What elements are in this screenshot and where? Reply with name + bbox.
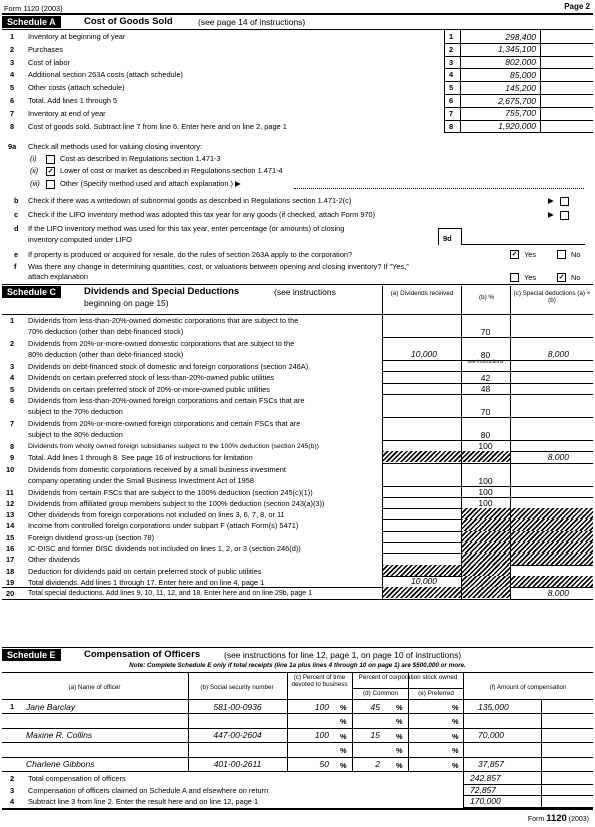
line-1-box: 1 [449,32,454,41]
officer-row-4-pct-1: % [340,746,347,756]
line-9d-num: d [14,224,19,233]
sched-c-line-16-num: 16 [6,544,15,553]
schedule-a-title: Cost of Goods Sold [84,16,173,27]
officer-row-1-pct-3: % [452,703,459,712]
line-6-num: 6 [10,96,15,105]
sched-c-line-14-num: 14 [6,521,15,531]
sched-c-line-8-col-b: 100 [478,441,493,452]
schedule-e-col-d: (d) Common [363,690,398,697]
schedule-a-box-divider [460,30,461,132]
line-9c-arrow: ▶ [548,210,554,219]
schedule-e-col-divider-3 [352,672,353,771]
schedule-e-line-1-num: 1 [10,702,15,711]
line-7-text: Inventory at end of year [28,108,106,118]
officer-row-5-common[interactable]: 2 [375,759,380,770]
officer-row-5-pct-1: % [340,760,347,770]
sched-c-line-4-col-b: 42 [480,372,491,383]
officer-row-2-pct-2: % [396,717,403,727]
line-9e-num: e [14,250,19,259]
line-9f-no-checkbox[interactable]: ✓ [558,274,565,281]
sched-c-line-20-rule [2,599,593,600]
sched-c-line-5-rule [382,394,593,395]
sched-c-line-4-num: 4 [10,373,15,383]
schedule-e-line-2-num: 2 [10,774,15,783]
line-9a-ii-checkbox[interactable]: ✓ [47,168,54,175]
sched-c-line-2-text2: 80% deduction (other than debt-financed stock) [28,350,184,359]
officer-row-3-rule [2,742,593,743]
sched-c-line-1-text1: Dividends from less-than-20%-owned domestic corporations that are subject to the [28,316,299,325]
schedule-e-header-top [2,672,593,673]
sched-c-line-18-text1: Deduction for dividends paid on certain preferred stock of public utilities [28,566,262,576]
sched-c-line-2-num: 2 [10,339,15,348]
line-9a-i-label: (i) [30,154,37,163]
line-4-num: 4 [10,70,15,80]
sched-c-line-6-col-b: 70 [480,406,491,417]
officer-row-3-pct-2: % [396,731,403,741]
schedule-e-note: Note: Complete Schedule E only if total receipts (line 1a plus lines 4 through 10 on page 1) are $500,000 or more. [129,662,466,669]
officer-row-3-time[interactable]: 100 [314,730,329,741]
page-label: Page 2 [564,2,590,11]
sched-c-line-17-text1: Other dividends [28,555,80,565]
officer-row-3-pct-1: % [340,731,347,741]
sched-c-line-9-num: 9 [10,453,15,463]
line-9f-no-label: No [571,273,581,282]
sched-c-line-16-shade [461,542,593,554]
officer-row-1-pct-2: % [396,703,403,712]
officer-row-1-pct-1: % [340,703,347,712]
sched-c-line-12-col-b: 100 [478,498,493,509]
sched-c-line-19-shade [461,576,593,587]
line-4-amount[interactable]: 85,000 [510,69,536,80]
line-6-text: Total. Add lines 1 through 5 [28,96,118,105]
footer-form-label [528,813,589,824]
officer-row-5-time[interactable]: 50 [319,759,329,770]
line-9f-yes-checkbox[interactable] [510,273,519,282]
line-9e-no-checkbox[interactable] [557,250,566,259]
sched-c-line-11-col-b: 100 [478,486,493,497]
sched-c-line-2-text1: Dividends from 20%-or-more-owned domestic corporations that are subject to the [28,339,295,348]
line-9d-text2: inventory computed under LIFO [28,235,132,244]
line-2-amount[interactable]: 1,345,100 [498,44,536,55]
schedule-c-col-b-left [461,286,462,599]
sched-c-line-6-text1: Dividends from less-than-20%-owned foreign corporations and certain FSCs that are [28,395,305,405]
schedule-e-col-a: (a) Name of officer [68,684,121,691]
schedule-c-col-b-header: (b) % [478,294,495,301]
line-3-amount[interactable]: 802,000 [505,57,536,68]
sched-c-line-7-col-b: 80 [480,429,491,440]
schedule-e-col-divider-1 [188,672,189,771]
officer-row-1-compensation[interactable]: 135,000 [478,701,509,712]
schedule-e-line-2-text: Total compensation of officers [28,774,126,783]
sched-c-line-19-text1: Total dividends. Add lines 1 through 17. Enter here and on line 4, page 1 [28,577,265,587]
line-8-rule [444,132,593,133]
line-9a-ii-label: (ii) [30,166,39,175]
footer-form-prefix: Form [527,816,545,823]
line-5-text: Other costs (attach schedule) [28,83,125,93]
line-9f-text1: Was there any change in determining quantities, cost, or valuations between opening and closing inventory? If “Yes,” [28,262,409,271]
sched-c-line-15-num: 15 [6,532,15,542]
officer-row-3-compensation[interactable]: 70,000 [478,730,504,741]
schedule-e-line-3-num: 3 [10,785,15,795]
sched-c-line-5-text1: Dividends on certain preferred stock of 20%-or-more-owned public utilities [28,384,270,394]
schedule-e-col-f: (f) Amount of compensation [489,684,567,691]
sched-c-line-13-text1: Other dividends from foreign corporations not included on lines 3, 6, 7, 8, or 11 [28,510,285,520]
schedule-c-col-a-header: (a) Dividends received [390,290,454,297]
line-3-box: 3 [449,57,454,67]
sched-c-line-4-text1: Dividends on certain preferred stock of less-than-20%-owned public utilities [28,373,275,383]
officer-row-2-rule [2,728,593,729]
sched-c-line-9-shade [382,451,510,462]
sched-c-line-17-shade [461,553,593,565]
schedule-a-header [2,16,593,28]
line-9a-num: 9a [8,142,17,151]
line-9a-iii-checkbox[interactable] [46,180,55,189]
line-9d-text1: If the LIFO inventory method was used for this tax year, enter percentage (or amounts) of closing [28,224,345,233]
line-8-amount[interactable]: 1,920,000 [498,121,536,132]
sched-c-line-17-num: 17 [6,555,15,565]
line-9c-checkbox[interactable] [560,211,569,220]
schedule-c-title: Dividends and Special Deductions [84,286,240,297]
line-9a-i-text: Cost as described in Regulations section 1.471-3 [60,154,221,163]
schedule-e-title: Compensation of Officers [84,649,201,660]
officer-row-1-name[interactable]: Jane Barclay [26,701,76,712]
sched-c-line-8-num: 8 [10,441,15,451]
sched-c-line-10-text1: Dividends from domestic corporations received by a small business investment [28,464,286,474]
officer-row-4-pct-2: % [396,746,403,756]
sched-c-line-15-text1: Foreign dividend gross-up (section 78) [28,532,155,542]
officer-row-5-pct-2: % [396,760,403,770]
officer-row-4-rule [2,757,593,758]
line-9e-yes-label: Yes [524,250,537,259]
line-9a-iii-text: Other (Specify method used and attach explanation.) ▶ [60,179,241,188]
line-9e-no-label: No [571,250,581,259]
schedule-e-cents-divider [541,699,542,771]
line-9d-entry[interactable] [461,244,585,245]
form-label: Form 1120 (2003) [4,4,63,13]
line-8-text: Cost of goods sold. Subtract line 7 from line 6. Enter here and on line 2, page 1 [28,121,287,131]
sched-c-line-13-num: 13 [6,510,15,520]
line-1-num: 1 [10,32,15,41]
officer-row-3-common[interactable]: 15 [370,730,380,741]
schedule-a-cents-divider [540,30,541,132]
line-9a-ii-text: Lower of cost or market as described in Regulations section 1.471-4 [60,166,283,175]
sched-c-line-12-text1: Dividends from affiliated group members subject to the 100% deduction (section 243(a)(3)) [28,498,325,508]
sched-c-line-14-text1: Income from controlled foreign corporations under subpart F (attach Form(s) 5471) [28,521,299,531]
line-9d-box-label: 9d [438,228,462,245]
sched-c-line-1-rule [382,337,593,338]
sched-c-line-5-col-b: 48 [480,383,491,394]
schedule-e-line-3-amount[interactable]: 72,857 [470,784,496,795]
officer-row-5-name[interactable]: Charlene Gibbons [26,759,95,770]
line-7-box: 7 [449,108,454,118]
officer-row-5-ssn[interactable]: 401-00-2611 [213,759,262,770]
line-8-num: 8 [10,121,15,131]
sched-c-line-2-col-c[interactable]: 8,000 [547,349,569,359]
sched-c-line-12-num: 12 [6,498,15,508]
line-2-box: 2 [449,44,454,54]
officer-row-2-pct-3: % [452,717,459,727]
line-7-amount[interactable]: 755,700 [505,108,536,119]
schedule-e-tag: Schedule E [2,649,61,661]
line-6-amount[interactable]: 2,675,700 [498,95,536,106]
sched-c-line-1-text2: 70% deduction (other than debt-financed stock) [28,327,184,336]
schedule-c-header-rule [2,314,593,315]
officer-row-5-pct-3: % [452,760,459,770]
sched-c-line-19-col-a[interactable]: 10,000 [411,576,437,587]
line-9b-num: b [14,196,19,205]
line-9f-yes-label: Yes [524,273,537,282]
sched-c-line-20-shade [382,587,510,598]
schedule-e-totals-left [463,771,464,807]
schedule-e-top-rule [2,647,593,648]
line-5-box: 5 [449,83,454,93]
schedule-e-subtitle: (see instructions for line 12, page 1, on page 10 of instructions) [224,650,462,660]
sched-c-line-2-col-b: 80 [480,350,491,360]
schedule-c-subtitle-1: (see instructions [274,287,336,297]
schedule-e-line-3-text: Compensation of officers claimed on Schedule A and elsewhere on return [28,785,269,795]
sched-c-line-11-text1: Dividends from certain FSCs that are subject to the 100% deduction (section 245(c)(1)) [28,487,313,497]
schedule-c-col-c-left [510,286,511,599]
schedule-c-tag: Schedule C [2,286,61,298]
schedule-e-line-2-amount[interactable]: 242,857 [470,773,501,783]
line-9b-text: Check if there was a writedown of subnormal goods as described in Regulations section 1.471-2(c) [28,196,352,205]
line-4-box: 4 [449,70,454,80]
officer-row-1-rule [2,713,593,714]
line-9f-text2: attach explanation [28,272,88,281]
officer-row-1-common[interactable]: 45 [370,701,380,712]
line-6-box: 6 [449,96,454,105]
officer-row-3-pct-3: % [452,731,459,741]
sched-c-line-18-num: 18 [6,566,15,576]
schedule-a-tag: Schedule A [2,16,61,28]
schedule-a-subtitle: (see page 14 of instructions) [198,17,306,27]
schedule-e-col-c: (c) Percent of time devoted to business [291,674,348,689]
sched-c-line-20-num: 20 [6,589,15,599]
officer-row-5-rule [2,771,593,772]
schedule-e-col-e: (e) Preferred [418,690,454,697]
sched-c-line-7-text2: subject to the 80% deduction [28,429,123,439]
line-9a-text: Check all methods used for valuing closing inventory: [28,142,203,151]
sched-c-line-13-shade [461,508,593,520]
schedule-c-top-rule [2,284,593,285]
line-8-box: 8 [449,121,454,131]
sched-c-line-2-col-a[interactable]: 10,000 [411,349,437,359]
schedule-e-line-4-amount[interactable]: 170,000 [470,796,501,806]
line-9a-i-checkbox[interactable] [46,155,55,164]
line-1-text: Inventory at beginning of year [28,32,126,41]
line-1-amount[interactable]: 298,400 [505,31,536,42]
officer-row-1-time[interactable]: 100 [314,701,329,712]
sched-c-line-16-text1: IC-DISC and former DISC dividends not included on lines 1, 2, or 3 (section 246(d)) [28,544,301,553]
officer-row-5-compensation[interactable]: 37,857 [478,759,504,770]
schedule-e-line-4-num: 4 [10,797,15,806]
line-9b-checkbox[interactable] [560,197,569,206]
officer-row-3-ssn[interactable]: 447-00-2604 [213,730,262,741]
sched-c-line-3-text1: Dividends on debt-financed stock of domestic and foreign corporations (section 246A) [28,362,309,371]
line-3-num: 3 [10,57,15,67]
sched-c-line-3-col-b: see instructions [467,359,504,365]
schedule-c-col-a-left [382,286,383,599]
schedule-c-subtitle-2: beginning on page 15) [84,298,169,308]
footer-form-number: 1120 [546,813,567,824]
line-4-text: Additional section 263A costs (attach schedule) [28,70,183,80]
line-9b-arrow: ▶ [548,196,554,205]
officer-row-4-pct-3: % [452,746,459,756]
schedule-a-box-left [444,30,445,132]
line-2-num: 2 [10,44,15,54]
line-7-num: 7 [10,108,15,118]
line-9a-iii-entry[interactable] [294,188,584,189]
schedule-e-col-b: (b) Social security number [200,684,274,691]
line-5-num: 5 [10,83,15,93]
sched-c-line-18-shade [382,565,510,576]
sched-c-line-7-text1: Dividends from 20%-or-more-owned foreign corporations and certain FSCs that are [28,418,301,428]
line-9c-num: c [14,210,19,219]
sched-c-line-8-text1: Dividends from wholly owned foreign subsidiaries subject to the 100% deduction (section 245(b)) [28,442,319,450]
sched-c-line-10-text2: company operating under the Small Business Investment Act of 1958 [28,475,254,485]
line-9e-yes-checkbox[interactable]: ✓ [511,251,518,258]
sched-c-line-7-num: 7 [10,418,15,428]
schedule-e-totals-cents [541,771,542,807]
schedule-e-bottom-rule [2,808,593,810]
sched-c-line-14-shade [461,519,593,531]
sched-c-line-6-text2: subject to the 70% deduction [28,406,123,416]
line-9c-text: Check if the LIFO inventory method was adopted this tax year for any goods (if checked, attach Form 970) [28,210,376,219]
line-9f-num: f [14,262,17,271]
sched-c-line-9-col-c[interactable]: 8,000 [547,451,569,462]
sched-c-line-11-num: 11 [6,487,14,497]
schedule-c-col-c-header: (c) Special deductions (a) × (b) [513,290,591,305]
line-9a-iii-label: (iii) [30,179,40,188]
sched-c-line-5-num: 5 [10,384,15,394]
line-3-text: Cost of labor [28,57,70,67]
line-5-amount[interactable]: 145,200 [505,82,536,93]
officer-row-1-ssn[interactable]: 581-00-0936 [213,701,262,712]
header-rule [2,13,593,15]
line-9e-text: If property is produced or acquired for resale, do the rules of section 263A apply to the corporation? [28,250,353,259]
sched-c-line-10-col-b: 100 [478,475,493,486]
sched-c-line-20-col-c[interactable]: 8,000 [547,587,569,598]
sched-c-line-10-num: 10 [6,464,15,474]
sched-c-line-6-num: 6 [10,395,15,405]
schedule-e-header-bottom [2,699,593,700]
sched-c-line-1-num: 1 [10,316,15,325]
schedule-e-col-divider-2 [287,672,288,771]
sched-c-line-6-rule [382,417,593,418]
schedule-e-col-divider-5 [463,672,464,771]
sched-c-line-1-col-b: 70 [480,327,491,337]
line-2-text: Purchases [28,44,63,54]
sched-c-line-9-text1: Total. Add lines 1 through 8. See page 16 of instructions for limitation [28,453,253,463]
sched-c-line-9-rule [382,463,593,464]
schedule-e-col-de: Percent of corporation stock owned [358,674,458,681]
schedule-e-line-4-text: Subtract line 3 from line 2. Enter the result here and on line 12, page 1 [28,797,259,806]
sched-c-line-3-num: 3 [10,362,15,371]
sched-c-line-20-text1: Total special deductions. Add lines 9, 10, 11, 12, and 18. Enter here and on line 29b, page 1 [28,590,312,598]
schedule-e-col-divider-4 [408,672,409,771]
sched-c-line-19-num: 19 [6,577,15,587]
schedule-c-header [2,286,382,312]
schedule-e-header [2,649,593,661]
officer-row-2-pct-1: % [340,717,347,727]
footer-form-year: (2003) [568,816,589,823]
schedule-a-rule [2,29,593,30]
officer-row-3-name[interactable]: Maxine R. Collins [26,730,93,741]
sched-c-line-15-shade [461,531,593,543]
